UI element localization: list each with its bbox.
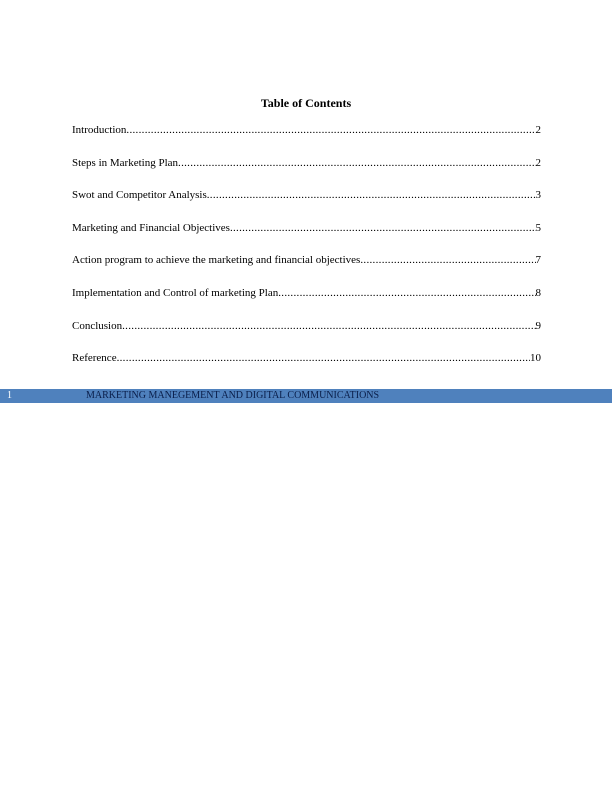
toc-entry-page: 9 — [535, 319, 541, 332]
toc-entry-label: Steps in Marketing Plan — [72, 156, 179, 169]
toc-entry-page: 10 — [530, 352, 541, 365]
toc-entry-conclusion[interactable] — [72, 319, 541, 352]
toc-entry-label: Conclusion — [72, 319, 123, 332]
toc-entry-label: Reference — [72, 352, 117, 365]
toc-entry-page: 3 — [535, 189, 541, 202]
toc-entry-swot[interactable] — [72, 188, 541, 221]
toc-dot-leader — [122, 319, 535, 333]
toc-entry-label: Introduction — [72, 124, 127, 136]
toc-dot-leader — [117, 351, 530, 365]
page-number: 1 — [7, 390, 12, 401]
toc-entry-reference[interactable] — [72, 351, 541, 384]
toc-entry-label: Action program to achieve the marketing and financial objectives — [72, 254, 361, 267]
toc-title: Table of Contents — [260, 96, 352, 110]
toc-entry-page: 8 — [535, 286, 541, 299]
toc-dot-leader — [178, 156, 535, 170]
toc-entry-page: 2 — [535, 156, 541, 169]
toc-dot-leader — [126, 123, 535, 137]
toc-dot-leader — [230, 221, 536, 235]
toc-dot-leader — [360, 253, 535, 267]
toc-entry-objectives[interactable] — [72, 221, 541, 254]
toc-entry-implementation[interactable] — [72, 286, 541, 319]
running-header-bar — [0, 389, 612, 403]
toc-entry-label: Swot and Competitor Analysis — [72, 189, 207, 202]
toc-entry-page: 5 — [535, 221, 541, 234]
toc-entry-introduction[interactable] — [72, 123, 541, 156]
toc-entry-page: 7 — [535, 254, 541, 267]
toc-entry-steps[interactable] — [72, 156, 541, 189]
toc-entry-label: Implementation and Control of marketing Plan — [72, 286, 279, 299]
toc-entry-action-program[interactable] — [72, 253, 541, 286]
toc-dot-leader — [278, 286, 535, 300]
toc-entry-label: Marketing and Financial Objectives — [72, 221, 230, 234]
toc-entry-page: 2 — [535, 124, 541, 136]
toc-list — [72, 123, 541, 384]
running-header-text: MARKETING MANEGEMENT AND DIGITAL COMMUNICATIONS — [86, 390, 380, 401]
toc-dot-leader — [207, 188, 536, 202]
